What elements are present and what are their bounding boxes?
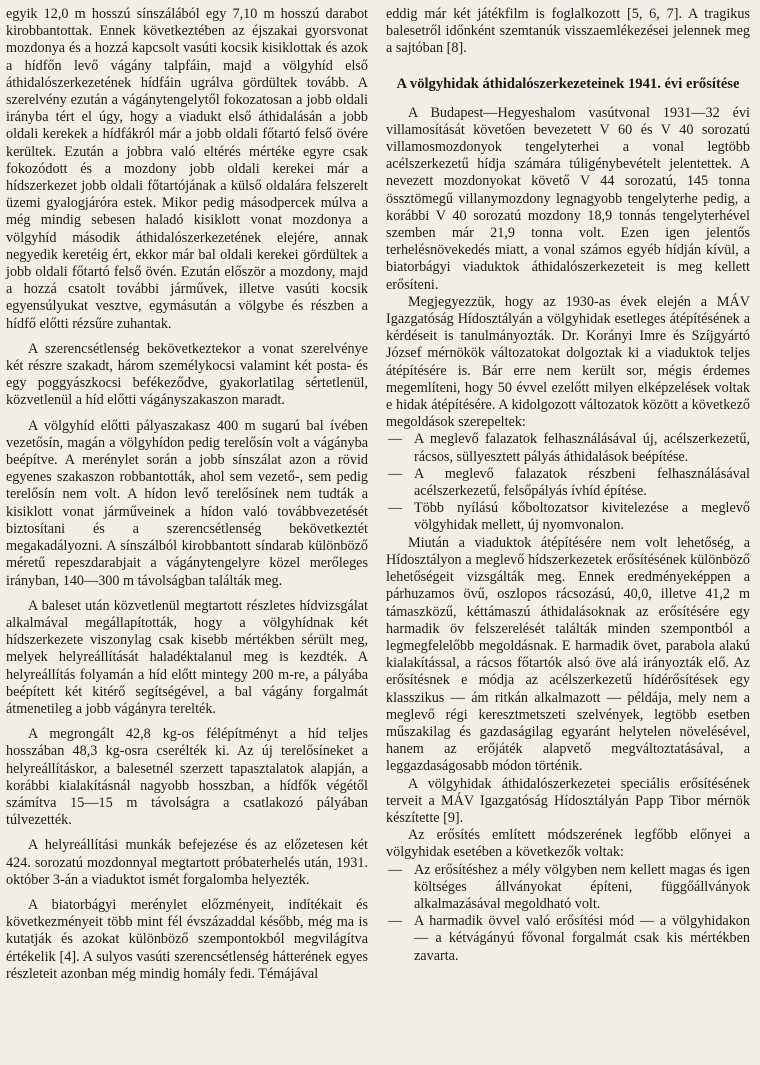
left-paragraph-3: A völgyhíd előtti pályaszakasz 400 m sugarú bal ívében vezetősín, magán a völgyhídon pedig terelősín volt a vágányba beépítve. A merénylet során a jobb sínszálat azon a rövid egyenes szakaszon robbantották, ahol sem vezető-, sem pedig terelősín nem volt. A hídon levő terelősínek nem tudták a kisiklott vonat járműveinek a hídon való továbbvezetését biztosítani és a szerencsétlenség bekövetkeztét megakadályozni. A sínszálból kirobbantott síndarab különböző méretű repeszdarabjait a vágánytengelyre közel merőleges irányban, 140—300 m távolságban találták meg. <box>6 417 368 589</box>
list-item: — Az erősítéshez a mély völgyben nem kellett magas és igen költséges állványokat építeni, függőállványok alkalmazásával megoldható volt. <box>386 862 750 914</box>
right-paragraph-5: Az erősítés említett módszerének legfőbb előnyei a völgyhidak esetében a következők voltak: <box>386 827 750 861</box>
list-item: — Több nyílású kőboltozatsor kivitelezése a meglevő völgyhidak mellett, új nyomvonalon. <box>386 500 750 534</box>
right-column <box>386 6 750 983</box>
list-item: — A harmadik övvel való erősítési mód — a völgyhidakon — a kétvágányú fővonal forgalmát csak kis mértékben zavarta. <box>386 913 750 965</box>
list-item: — A meglevő falazatok részbeni felhasználásával acélszerkezetű, felsőpályás ívhíd építése. <box>386 466 750 500</box>
variants-list <box>386 431 750 534</box>
right-intro-paragraph: eddig már két játékfilm is foglalkozott [5, 6, 7]. A tragikus balesetről időnként szemtanúk visszaemlékezései jelennek meg a sajtóban [8]. <box>386 6 750 57</box>
left-paragraph-5: A megrongált 42,8 kg-os félépítményt a híd teljes hosszában 48,3 kg-osra cserélték ki. Az új terelősíneket a helyreállításkor, a balesetnél szerzett tapasztalatok alapján, a korábbi kialakításnál nagyobb hosszban, a hídfők végétől számítva 15—15 m távolságra a csatlakozó pályában túlvezették. <box>6 726 368 829</box>
right-paragraph-4: A völgyhidak áthidalószerkezetei speciális erősítésének terveit a MÁV Igazgatóság Hídosztályán Papp Tibor mérnök készítette [9]. <box>386 775 750 826</box>
left-paragraph-4: A baleset után közvetlenül megtartott részletes hídvizsgálat alkalmával megállapították, hogy a völgyhídnak két hídszerkezete viszonylag csak kisebb mértékben sérült meg, melyek helyreállítását haladéktalanul meg is kezdték. A helyreállítás folyamán a híd előtt mintegy 200 m-re, a pályába beépített két kitérő segítségével, a bal vágány forgalmát átmenetileg a jobb vágányra terelték. <box>6 597 368 717</box>
advantages-list <box>386 862 750 965</box>
left-column <box>6 6 368 983</box>
left-paragraph-1: egyik 12,0 m hosszú sínszálából egy 7,10 m hosszú darabot kirobbantottak. Ennek következtében az éjszakai gyorsvonat mozdonya és a hozzá kapcsolt vasúti kocsik kisiklottak és azok a hídfőn levő vágány talpfáin, majd a völgyhíd első áthidalószerkezetének hídfáin ugrálva gördültek tovább. A szerelvény ezután a vágánytengelytől fokozatosan a jobb oldali irányba tért el úgy, hogy a viadukt első áthidalásán a jobb oldali kerekek a hídfákról már a jobb oldali főtartó felső övére kerültek. Ezután a jobbra való eltérés mértéke egyre csak fokozódott és a mozdony jobb oldali kerekei már a hídszerkezet jobb oldali főtartójának a külső oldalára felszerelt üzemi gyalogjáróra estek. Mikor pedig másodpercek múlva a még mindig sebesen haladó kisiklott vonat mozdonya a völgyhíd második áthidalószerkezetének elejére, annak negyedik keretéig ért, ekkor már bal oldali kerekei gördültek a jobb oldali főtartó felső övén. Ezután először a mozdony, majd a hozzá csatolt további járművek, illetve vasúti kocsik egyensúlyukat vesztve, egymásután a völgybe és részben a hídfő előtti rézsűre zuhantak. <box>6 6 368 332</box>
section-heading: A völgyhidak áthidalószerkezeteinek 1941. évi erősítése <box>396 75 740 92</box>
left-paragraph-2: A szerencsétlenség bekövetkeztekor a vonat szerelvénye két részre szakadt, három személykocsi valamint két posta- és egy poggyászkocsi befékeződve, gyakorlatilag sértetlenül, közvetlenül a híd előtti vágányszakaszon maradt. <box>6 340 368 409</box>
right-paragraph-3: Miután a viaduktok átépítésére nem volt lehetőség, a Hídosztályon a meglevő hídszerkezetek erősítésének különböző lehetőségeit vizsgálták meg. Ennek eredményeképpen a párhuzamos övű, oszlopos rácsozású, 40,0, illetve 41,2 m támaszközű, kéttámaszú áthidalásoknak az erősítésére egy harmadik öv felszerelését találták minden szempontból a legmegfelelőbb megoldásnak. E harmadik övet, parabola alakú kialakítással, a rácsos főtartók alsó öve alá irányozták elő. Az erősítésnek e módja az acélszerkezetű hídérősítések egy klasszikus — ám ritkán alkalmazott — példája, mely nem a meglevő régi keresztmetszeti szelvények, legtöbb esetben műszakilag és gazdaságilag egyaránt helytelen növelésével, hanem az erőjáték alapvető megváltoztatásával, a leggazdaságosabb módon történik. <box>386 534 750 775</box>
left-paragraph-7: A biatorbágyi merénylet előzményeit, indítékait és következményeit több mint fél évszázaddal később, még ma is kutatják és azokat különböző szempontokból megvilágítva értékelik [4]. A sulyos vasúti szerencsétlenség hátterének egyes részleteit azonban még mindig homály fedi. Témájával <box>6 896 368 982</box>
two-column-body <box>6 6 752 983</box>
left-paragraph-6: A helyreállítási munkák befejezése és az előzetesen két 424. sorozatú mozdonnyal megtartott próbaterhelés után, 1931. október 3-án a viaduktot ismét forgalomba helyezték. <box>6 837 368 888</box>
right-paragraph-2: Megjegyezzük, hogy az 1930-as évek elején a MÁV Igazgatóság Hídosztályán a völgyhidak esetleges átépítésének a kérdéseit is tanulmányozták. Dr. Korányi Imre és Szíjgyártó József mérnökök változatokat dolgoztak ki a viaduktok teljes átépítésére is. Bár erre nem került sor, mégis érdemes megemlíteni, hogy 50 évvel ezelőtt milyen elképzelések voltak e hidak átépítésére. A kidolgozott változatok között a következő megoldások szerepeltek: <box>386 293 750 431</box>
right-paragraph-1: A Budapest—Hegyeshalom vasútvonal 1931—32 évi villamosítását követően bevezetett V 60 és V 40 sorozatú villamosmozdonyok tengelyterhei a vonal legtöbb acélszerkezetű hídja számára túligénybevételt jelentettek. A nevezett mozdonyokat követő V 44 sorozatú, 145 tonna össztömegű villanymozdony legnagyobb tengelyterhe pedig, a korábbi V 40 sorozatú mozdony 18,9 tonnás tengelyterhével szemben már 21,9 tonna volt. Ezen igen jelentős terhelésnövekedés miatt, a vonal számos egyéb hídján kívül, a biatorbágyi viaduktok áthidalószerkezeteit is meg kellett erősíteni. <box>386 104 750 293</box>
list-item: — A meglevő falazatok felhasználásával új, acélszerkezetű, rácsos, süllyesztett pályás áthidalások beépítése. <box>386 431 750 465</box>
